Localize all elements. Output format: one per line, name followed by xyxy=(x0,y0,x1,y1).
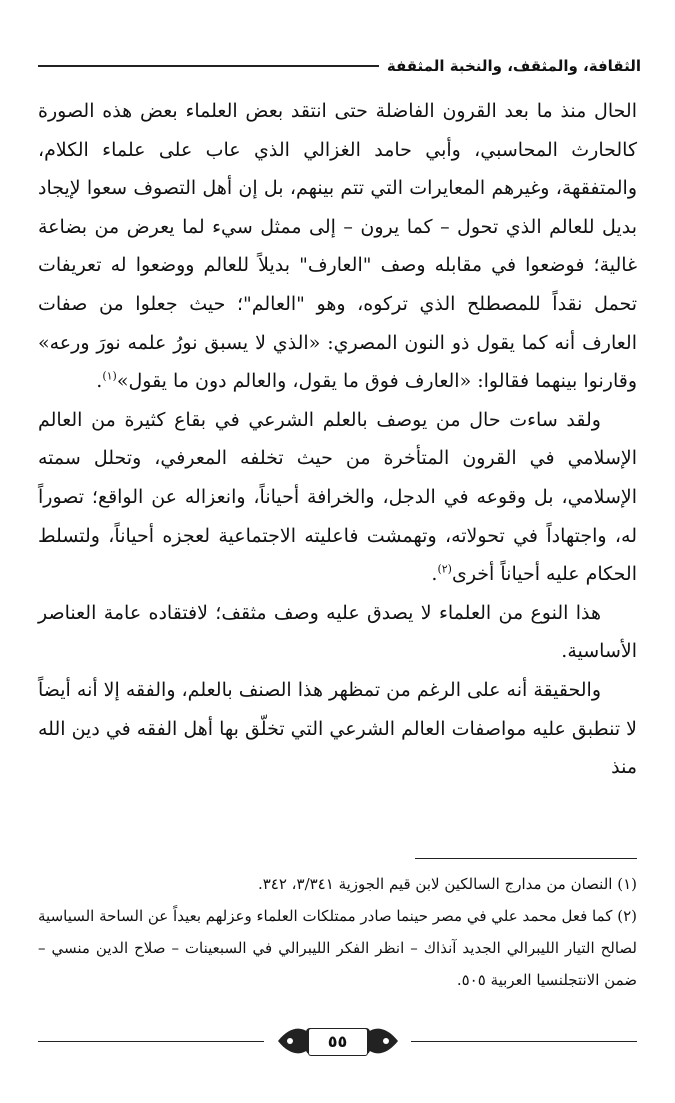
running-header xyxy=(38,52,641,80)
paragraph-4 xyxy=(38,671,637,787)
header-rule xyxy=(38,65,379,67)
footnote-2-marker: (٢) xyxy=(617,907,637,925)
paragraph-1-end: . xyxy=(96,370,103,393)
paragraph-2 xyxy=(38,401,637,594)
footer-rule-left xyxy=(38,1041,264,1042)
paragraph-2-text: ولقد ساءت حال من يوصف بالعلم الشرعي في بقاع كثيرة من العالم الإسلامي في القرون المتأخرة من حيث تخلفه المعرفي، وتحلل سمته الإسلامي، بل وقوعه في الدجل، والخرافة أحياناً، وانعزاله عن الواقع؛ تصوراً له، واجتهاداً في تحولاته، وتهمشت فاعليته الاجتماعية لعجزه أحياناً، ولتسلط الحكام عليه أحياناً أخرى xyxy=(38,408,637,586)
paragraph-3-text: هذا النوع من العلماء لا يصدق عليه وصف مثقف؛ لافتقاده عامة العناصر الأساسية. xyxy=(38,601,637,663)
running-header-title: الثقافة، والمثقف، والنخبة المثقفة xyxy=(386,57,641,75)
footnote-2 xyxy=(38,900,637,996)
page-number: ٥٥ xyxy=(308,1028,368,1056)
paragraph-1 xyxy=(38,92,637,401)
footnote-separator xyxy=(415,858,637,859)
footnote-2-text: كما فعل محمد علي في مصر حينما صادر ممتلكات العلماء وعزلهم بعيداً عن الساحة السياسية لصالح التيار الليبرالي الجديد آنذاك – انظر الفكر الليبرالي في السبعينات – صلاح الدين منسي – ضمن الانتجلنسيا العربية ٥٠٥. xyxy=(38,907,637,989)
page-number-bar xyxy=(38,1024,637,1058)
paragraph-3 xyxy=(38,594,637,671)
footnotes xyxy=(38,868,637,996)
footnote-ref-1: (١) xyxy=(102,369,117,383)
footer-rule-right xyxy=(411,1041,637,1042)
footnote-ref-2: (٢) xyxy=(437,562,452,576)
footnote-1-text: النصان من مدارج السالكين لابن قيم الجوزية ٣/٣٤١، ٣٤٢. xyxy=(257,875,613,893)
paragraph-2-end: . xyxy=(431,563,438,586)
paragraph-1-text: الحال منذ ما بعد القرون الفاضلة حتى انتقد بعض العلماء بعض هذه الصورة كالحارث المحاسبي، وأبي حامد الغزالي الذي عاب على علماء الكلام، والمتفقهة، وغيرهم المعايرات التي تتم بينهم، بل إن أهل التصوف سعوا لإيجاد بديل للعالم الذي تحول – كما يرون – إلى ممثل سيء لما يعرض من بضاعة غالية؛ فوضعوا في مقابله وصف "العارف" بديلاً للعالم ووضعوا له تعريفات تحمل نقداً للمصطلح الذي تركوه، وهو "العالم"؛ حيث جعلوا من صفات العارف أنه كما يقول ذو النون المصري: «الذي لا يسبق نورُ علمه نورَ ورعه» وقارنوا بينهما فقالوا: «العارف فوق ما يقول، والعالم دون ما يقول» xyxy=(38,100,637,393)
body-text xyxy=(38,92,637,787)
paragraph-4-text: والحقيقة أنه على الرغم من تمظهر هذا الصنف بالعلم، والفقه إلا أنه أيضاً لا تنطبق عليه مواصفات العالم الشرعي التي تخلّق بها أهل الفقه في دين الله منذ xyxy=(38,678,637,779)
footnote-1-marker: (١) xyxy=(617,875,637,893)
footnote-1 xyxy=(38,868,637,900)
